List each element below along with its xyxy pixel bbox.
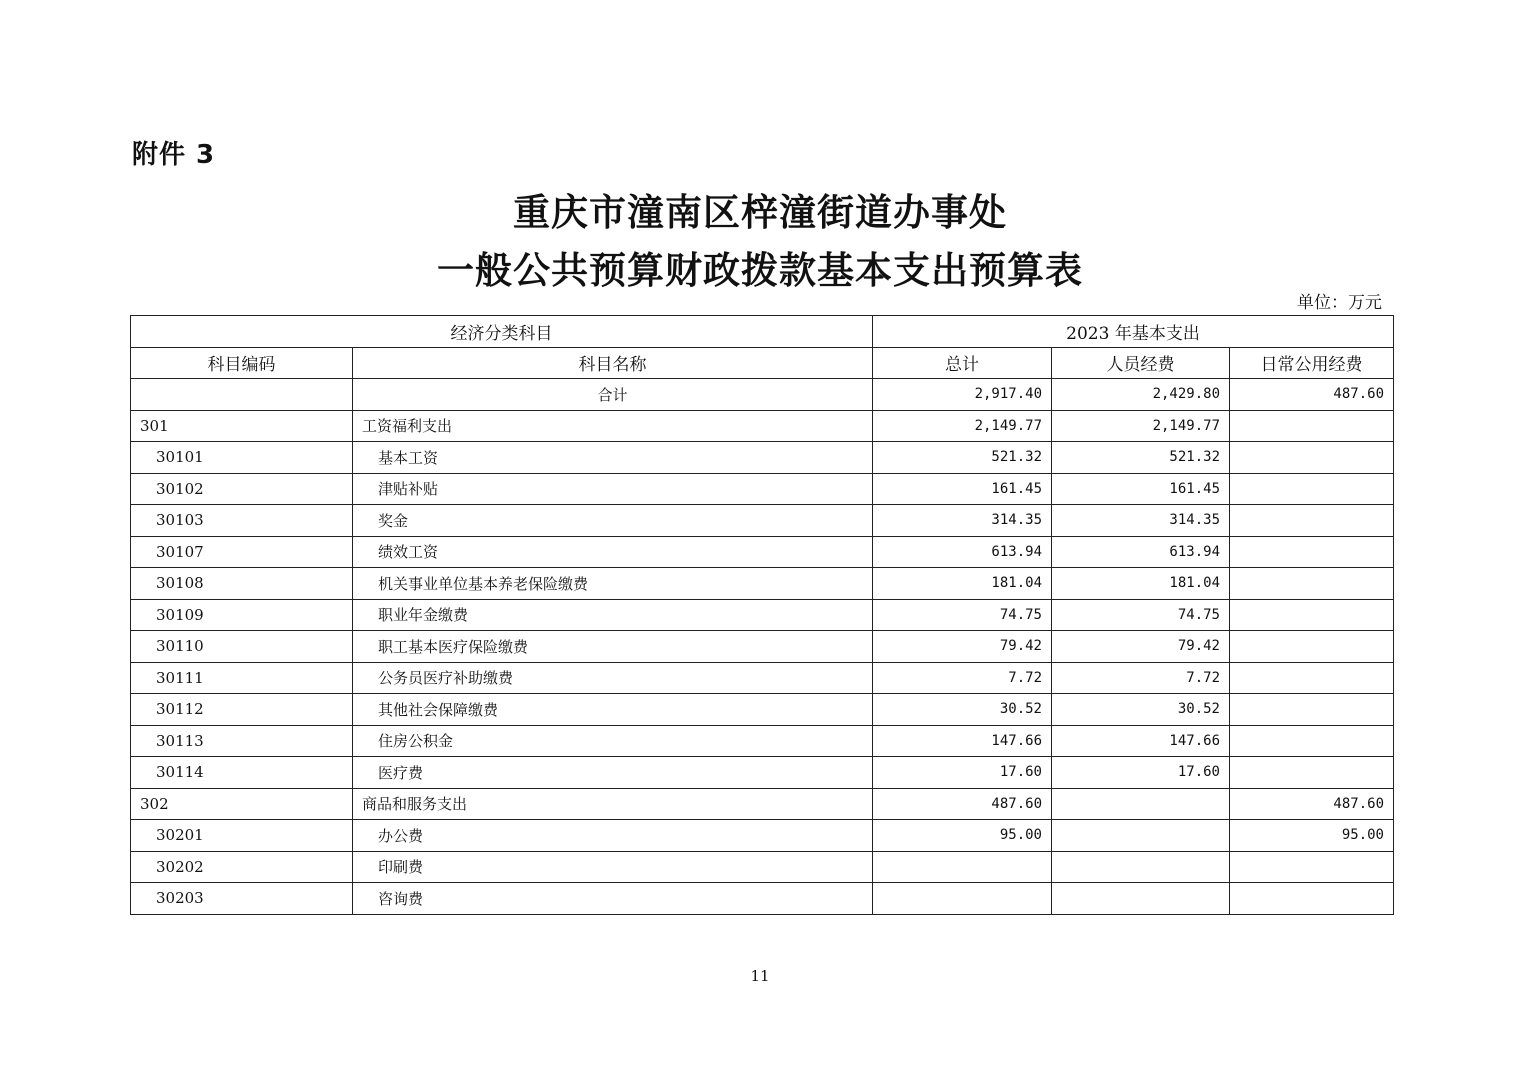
page-number: 11: [750, 967, 770, 985]
row-code: 30102: [131, 473, 353, 505]
row-code: 30108: [131, 568, 353, 600]
row-personnel: 314.35: [1052, 505, 1230, 537]
document-title-line-2: 一般公共预算财政拨款基本支出预算表: [437, 248, 1083, 292]
row-personnel: 74.75: [1052, 599, 1230, 631]
row-name: 住房公积金: [353, 725, 873, 757]
row-personnel: [1052, 883, 1230, 915]
row-name: 商品和服务支出: [353, 788, 873, 820]
group-header-row: [131, 316, 1394, 348]
row-personnel: 17.60: [1052, 757, 1230, 789]
row-name: 医疗费: [353, 757, 873, 789]
row-personnel: 521.32: [1052, 442, 1230, 474]
row-daily: [1230, 725, 1394, 757]
row-personnel: [1052, 820, 1230, 852]
header-economic-category: 经济分类科目: [131, 316, 873, 348]
table-row: [131, 820, 1394, 852]
row-personnel: 181.04: [1052, 568, 1230, 600]
table-row: [131, 662, 1394, 694]
table-row: [131, 851, 1394, 883]
row-code: 302: [131, 788, 353, 820]
row-total: [873, 883, 1052, 915]
row-daily: [1230, 694, 1394, 726]
row-total: 161.45: [873, 473, 1052, 505]
row-code: 30101: [131, 442, 353, 474]
row-daily: [1230, 883, 1394, 915]
row-name: 职业年金缴费: [353, 599, 873, 631]
row-name: 咨询费: [353, 883, 873, 915]
row-total: 17.60: [873, 757, 1052, 789]
row-daily: [1230, 757, 1394, 789]
row-name: 绩效工资: [353, 536, 873, 568]
row-daily: [1230, 536, 1394, 568]
table-row: [131, 631, 1394, 663]
unit-label: 单位：万元: [1297, 293, 1382, 313]
row-personnel: [1052, 851, 1230, 883]
row-total: 95.00: [873, 820, 1052, 852]
table-row: [131, 473, 1394, 505]
header-personnel: 人员经费: [1052, 347, 1230, 379]
row-personnel: 2,149.77: [1052, 410, 1230, 442]
row-total: 181.04: [873, 568, 1052, 600]
budget-table: [130, 315, 1394, 915]
row-name: 合计: [353, 379, 873, 411]
row-personnel: 613.94: [1052, 536, 1230, 568]
row-code: 30113: [131, 725, 353, 757]
row-code: 30201: [131, 820, 353, 852]
row-daily: [1230, 568, 1394, 600]
header-daily: 日常公用经费: [1230, 347, 1394, 379]
row-total: [873, 851, 1052, 883]
row-personnel: 30.52: [1052, 694, 1230, 726]
row-daily: [1230, 473, 1394, 505]
row-personnel: 147.66: [1052, 725, 1230, 757]
row-personnel: [1052, 788, 1230, 820]
row-name: 奖金: [353, 505, 873, 537]
row-code: 30109: [131, 599, 353, 631]
table-row: [131, 883, 1394, 915]
table-row: [131, 694, 1394, 726]
row-total: 487.60: [873, 788, 1052, 820]
row-daily: [1230, 410, 1394, 442]
row-name: 职工基本医疗保险缴费: [353, 631, 873, 663]
table-row: [131, 536, 1394, 568]
header-code: 科目编码: [131, 347, 353, 379]
row-code: 30203: [131, 883, 353, 915]
row-daily: 95.00: [1230, 820, 1394, 852]
row-code: 30111: [131, 662, 353, 694]
header-name: 科目名称: [353, 347, 873, 379]
table-row: [131, 725, 1394, 757]
row-total: 147.66: [873, 725, 1052, 757]
table-row: [131, 757, 1394, 789]
row-code: 30202: [131, 851, 353, 883]
row-daily: 487.60: [1230, 788, 1394, 820]
row-total: 2,917.40: [873, 379, 1052, 411]
row-daily: 487.60: [1230, 379, 1394, 411]
row-total: 314.35: [873, 505, 1052, 537]
row-total: 521.32: [873, 442, 1052, 474]
document-title-line-1: 重庆市潼南区梓潼街道办事处: [513, 190, 1007, 234]
attachment-label: 附件 3: [132, 140, 216, 170]
row-daily: [1230, 442, 1394, 474]
row-name: 机关事业单位基本养老保险缴费: [353, 568, 873, 600]
row-total: 2,149.77: [873, 410, 1052, 442]
table-row: [131, 568, 1394, 600]
row-personnel: 2,429.80: [1052, 379, 1230, 411]
row-personnel: 161.45: [1052, 473, 1230, 505]
row-total: 79.42: [873, 631, 1052, 663]
row-daily: [1230, 631, 1394, 663]
row-code: 301: [131, 410, 353, 442]
row-daily: [1230, 599, 1394, 631]
table-row: [131, 599, 1394, 631]
row-total: 613.94: [873, 536, 1052, 568]
row-name: 印刷费: [353, 851, 873, 883]
row-daily: [1230, 505, 1394, 537]
row-code: [131, 379, 353, 411]
row-total: 30.52: [873, 694, 1052, 726]
row-total: 7.72: [873, 662, 1052, 694]
row-personnel: 79.42: [1052, 631, 1230, 663]
row-name: 其他社会保障缴费: [353, 694, 873, 726]
row-name: 公务员医疗补助缴费: [353, 662, 873, 694]
row-daily: [1230, 851, 1394, 883]
row-total: 74.75: [873, 599, 1052, 631]
table-row: [131, 442, 1394, 474]
header-total: 总计: [873, 347, 1052, 379]
table-row: [131, 788, 1394, 820]
table-row: [131, 505, 1394, 537]
row-name: 工资福利支出: [353, 410, 873, 442]
table-row: [131, 410, 1394, 442]
row-code: 30107: [131, 536, 353, 568]
row-code: 30103: [131, 505, 353, 537]
row-code: 30114: [131, 757, 353, 789]
row-code: 30112: [131, 694, 353, 726]
table-row-total: [131, 379, 1394, 411]
row-name: 津贴补贴: [353, 473, 873, 505]
row-personnel: 7.72: [1052, 662, 1230, 694]
column-header-row: [131, 347, 1394, 379]
row-name: 办公费: [353, 820, 873, 852]
row-daily: [1230, 662, 1394, 694]
row-name: 基本工资: [353, 442, 873, 474]
row-code: 30110: [131, 631, 353, 663]
header-basic-expenditure: 2023 年基本支出: [873, 316, 1394, 348]
